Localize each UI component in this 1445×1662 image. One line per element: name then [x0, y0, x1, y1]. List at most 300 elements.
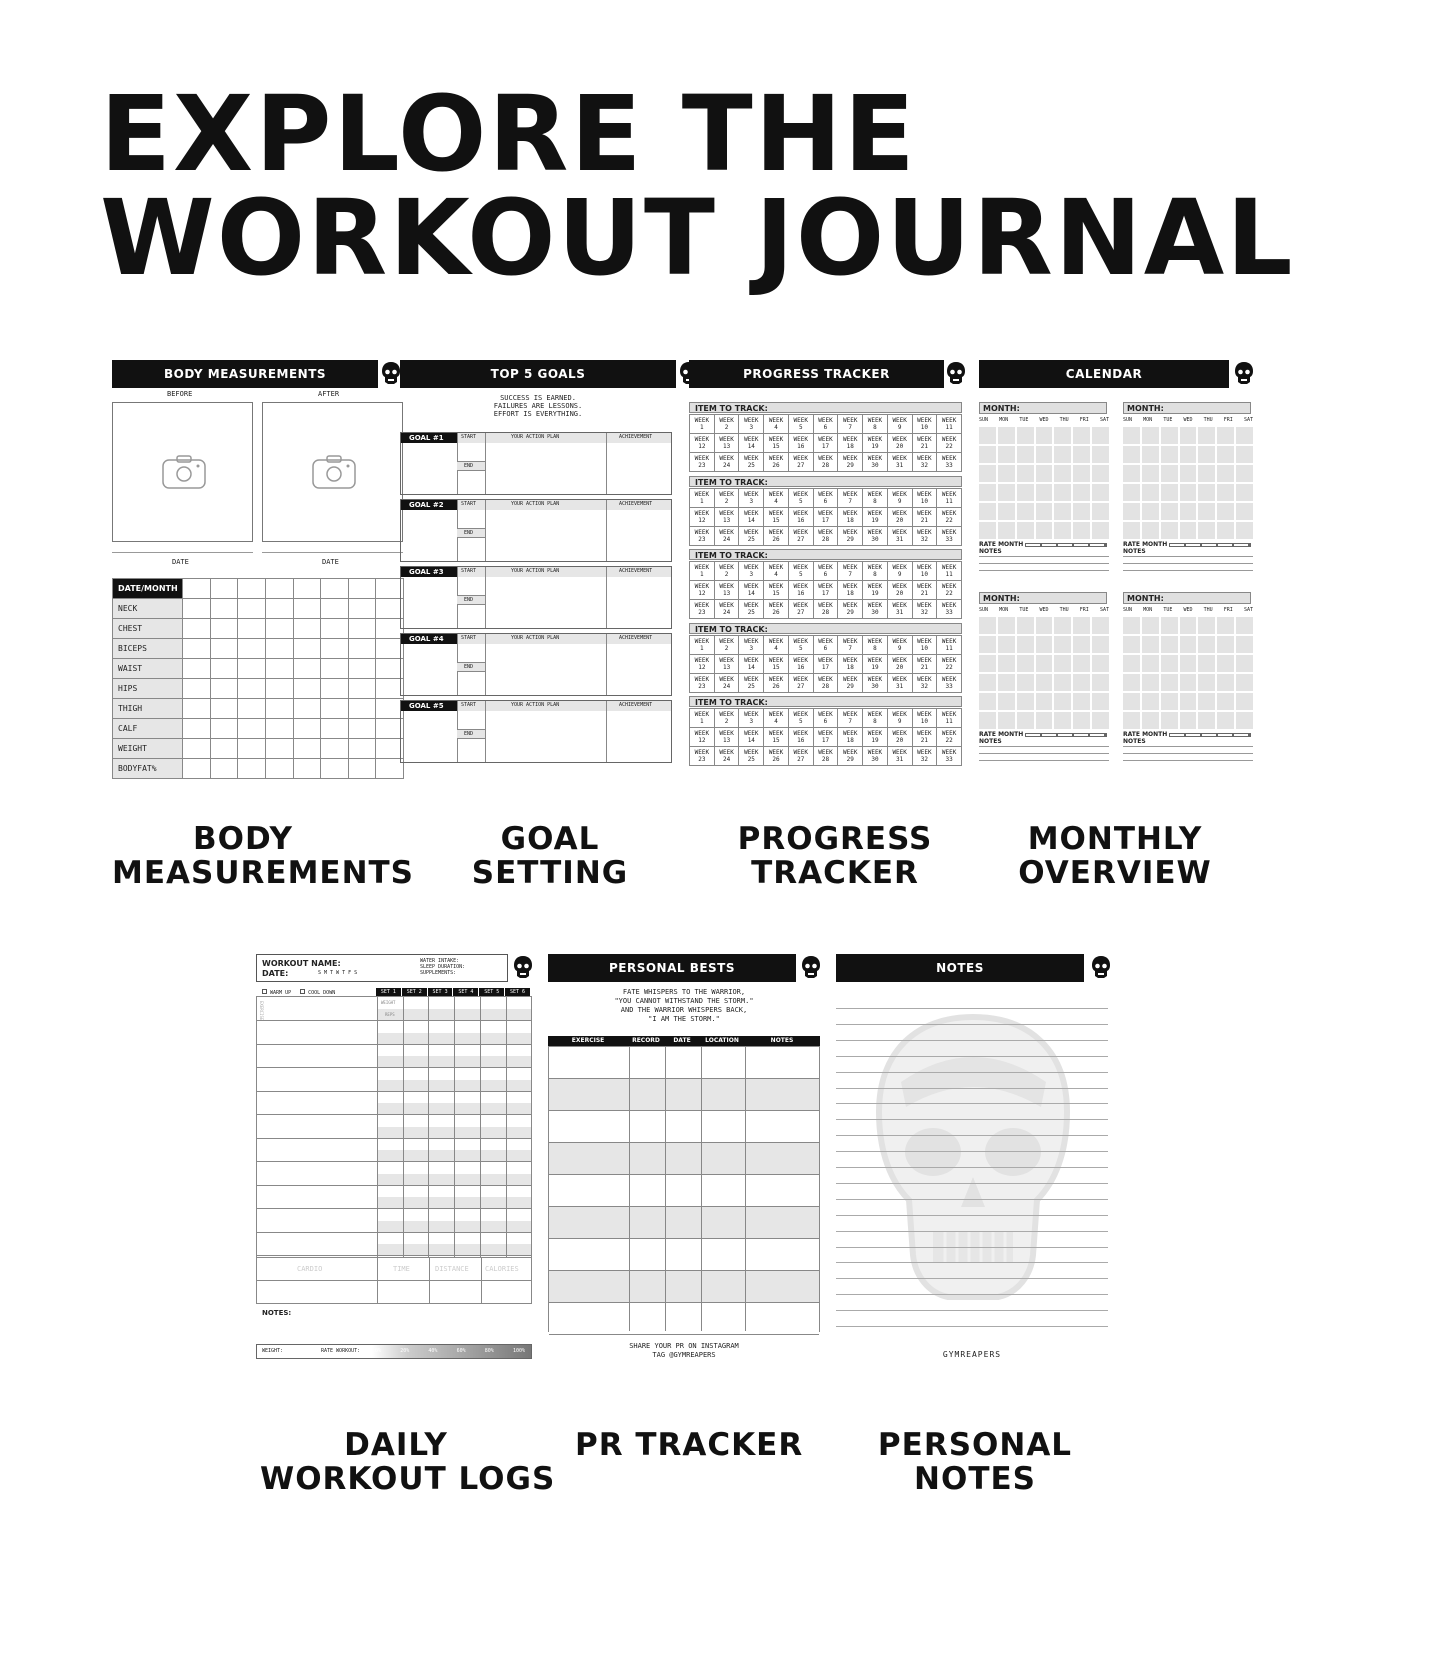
- measurement-row-label: HIPS: [113, 679, 183, 699]
- note-line: [836, 1151, 1108, 1152]
- day-cell: [1123, 446, 1140, 463]
- week-cell: WEEK 20: [888, 434, 913, 453]
- day-cell: [1017, 636, 1034, 653]
- day-cell: [1180, 617, 1197, 634]
- week-cell: WEEK 16: [789, 655, 814, 674]
- day-cell: [979, 693, 996, 710]
- workout-date-label: DATE:: [262, 969, 289, 978]
- month-label: MONTH:: [1127, 404, 1164, 413]
- set-header: SET 3: [428, 988, 454, 996]
- week-cell: WEEK 33: [937, 453, 962, 472]
- day-cell: [1142, 693, 1159, 710]
- skull-icon: [1090, 955, 1112, 981]
- week-cell: WEEK 28: [814, 600, 839, 619]
- pr-quote: FATE WHISPERS TO THE WARRIOR, "YOU CANNOT WITHSTAND THE STORM." AND THE WARRIOR WHISPERS BACK, "I AM THE STORM.": [614, 988, 754, 1023]
- note-line: [836, 1008, 1108, 1009]
- week-cell: WEEK 25: [739, 747, 764, 766]
- day-cell: [979, 484, 996, 501]
- week-cell: WEEK 27: [789, 747, 814, 766]
- weekday-label: TUE: [1163, 607, 1173, 613]
- week-cell: WEEK 7: [838, 636, 863, 655]
- weekday-label: MON: [1143, 607, 1153, 613]
- day-cell: [1236, 465, 1253, 482]
- set-header: SET 6: [505, 988, 531, 996]
- warm-up-checkbox[interactable]: [262, 989, 267, 994]
- calendar-notes-label: NOTES: [1123, 548, 1146, 555]
- week-cell: WEEK 23: [690, 453, 715, 472]
- day-cell: [1123, 693, 1140, 710]
- day-cell: [1073, 693, 1090, 710]
- workout-notes-label: NOTES:: [262, 1309, 292, 1317]
- day-cell: [1217, 484, 1234, 501]
- day-cell: [1073, 636, 1090, 653]
- date-label-after: DATE: [322, 558, 339, 566]
- rate-month-bar: [1025, 733, 1107, 737]
- week-cell: WEEK 13: [715, 434, 740, 453]
- week-cell: WEEK 33: [937, 600, 962, 619]
- week-cell: WEEK 31: [888, 674, 913, 693]
- week-cell: WEEK 10: [913, 562, 938, 581]
- day-cell: [979, 712, 996, 729]
- weekday-label: TUE: [1019, 417, 1029, 423]
- week-cell: WEEK 16: [789, 434, 814, 453]
- week-cell: WEEK 5: [789, 636, 814, 655]
- skull-icon: [512, 955, 534, 981]
- pr-row: [549, 1111, 819, 1143]
- day-cell: [998, 503, 1015, 520]
- week-cell: WEEK 13: [715, 581, 740, 600]
- calendar-notes-label: NOTES: [979, 548, 1002, 555]
- day-cell: [1017, 617, 1034, 634]
- calendar-page: [979, 360, 1269, 770]
- day-cell: [1036, 655, 1053, 672]
- week-cell: WEEK 30: [863, 453, 888, 472]
- week-cell: WEEK 6: [814, 415, 839, 434]
- set-header: SET 4: [453, 988, 479, 996]
- week-cell: WEEK 1: [690, 709, 715, 728]
- day-cell: [1073, 427, 1090, 444]
- week-cell: WEEK 14: [739, 655, 764, 674]
- note-line: [836, 1024, 1108, 1025]
- before-label: BEFORE: [167, 390, 193, 398]
- warm-up-label: WARM UP: [270, 990, 292, 996]
- day-cell: [1142, 427, 1159, 444]
- calendar-notes-label: NOTES: [1123, 738, 1146, 745]
- week-cell: WEEK 5: [789, 489, 814, 508]
- headline-line-1: EXPLORE THE: [100, 73, 917, 195]
- week-cell: WEEK 9: [888, 709, 913, 728]
- day-cell: [1161, 617, 1178, 634]
- day-cell: [1054, 522, 1071, 539]
- day-cell: [998, 693, 1015, 710]
- goal-label: GOAL #2: [401, 500, 457, 510]
- rate-percent: 80%: [484, 1348, 494, 1354]
- month-grid: [979, 427, 1109, 539]
- item-to-track-label: ITEM TO TRACK:: [695, 698, 768, 707]
- day-cell: [1161, 522, 1178, 539]
- achievement-label: ACHIEVEMENT: [619, 702, 653, 708]
- day-cell: [1198, 617, 1215, 634]
- day-cell: [1142, 712, 1159, 729]
- pr-row: [549, 1175, 819, 1207]
- day-cell: [1123, 712, 1140, 729]
- week-grid: [689, 488, 962, 546]
- day-cell: [1054, 712, 1071, 729]
- week-cell: WEEK 11: [937, 415, 962, 434]
- week-cell: WEEK 17: [814, 655, 839, 674]
- day-cell: [1198, 503, 1215, 520]
- week-cell: WEEK 12: [690, 581, 715, 600]
- week-cell: WEEK 3: [739, 562, 764, 581]
- week-cell: WEEK 29: [838, 674, 863, 693]
- week-cell: WEEK 15: [764, 655, 789, 674]
- week-cell: WEEK 17: [814, 508, 839, 527]
- week-cell: WEEK 5: [789, 709, 814, 728]
- day-cell: [1198, 465, 1215, 482]
- personal-bests-title: PERSONAL BESTS: [548, 954, 796, 982]
- week-cell: WEEK 13: [715, 508, 740, 527]
- goal-block: [400, 432, 672, 495]
- measurement-row-label: NECK: [113, 599, 183, 619]
- week-cell: WEEK 28: [814, 674, 839, 693]
- day-cell: [1161, 712, 1178, 729]
- week-cell: WEEK 5: [789, 415, 814, 434]
- set-header: SET 2: [402, 988, 428, 996]
- week-cell: WEEK 26: [764, 453, 789, 472]
- day-cell: [1180, 674, 1197, 691]
- body-measurements-title: BODY MEASUREMENTS: [112, 360, 378, 388]
- day-cell: [979, 446, 996, 463]
- after-label: AFTER: [318, 390, 340, 398]
- week-cell: WEEK 6: [814, 562, 839, 581]
- week-grid: [689, 635, 962, 693]
- day-cell: [1217, 674, 1234, 691]
- day-cell: [1073, 712, 1090, 729]
- date-month-header: DATE/MONTH: [113, 579, 183, 599]
- day-cell: [1180, 446, 1197, 463]
- weekday-label: THU: [1059, 607, 1069, 613]
- exercise-table: [256, 996, 532, 1258]
- day-cell: [1198, 655, 1215, 672]
- reps-col-label: REPS: [385, 1012, 395, 1017]
- week-cell: WEEK 32: [913, 674, 938, 693]
- week-cell: WEEK 28: [814, 453, 839, 472]
- week-cell: WEEK 2: [715, 636, 740, 655]
- week-cell: WEEK 28: [814, 527, 839, 546]
- day-cell: [1217, 655, 1234, 672]
- weight-col-label: WEIGHT: [381, 1000, 396, 1005]
- day-cell: [1236, 427, 1253, 444]
- top-goals-title: TOP 5 GOALS: [400, 360, 676, 388]
- week-cell: WEEK 25: [739, 600, 764, 619]
- weekday-label: SUN: [979, 417, 989, 423]
- measurement-row-label: BICEPS: [113, 639, 183, 659]
- day-cell: [1161, 427, 1178, 444]
- notes-page: [836, 954, 1126, 1374]
- day-cell: [1017, 465, 1034, 482]
- day-cell: [1236, 674, 1253, 691]
- week-cell: WEEK 8: [863, 709, 888, 728]
- end-label: END: [464, 597, 474, 603]
- week-cell: WEEK 18: [838, 434, 863, 453]
- skull-icon: [800, 955, 822, 981]
- day-cell: [1054, 636, 1071, 653]
- rate-percent: 0%: [375, 1348, 382, 1354]
- week-cell: WEEK 16: [789, 508, 814, 527]
- day-cell: [1180, 693, 1197, 710]
- week-cell: WEEK 31: [888, 747, 913, 766]
- weekday-label: SAT: [1243, 417, 1253, 423]
- goal-block: [400, 700, 672, 763]
- rate-month-bar: [1025, 543, 1107, 547]
- week-cell: WEEK 24: [715, 600, 740, 619]
- week-cell: WEEK 3: [739, 489, 764, 508]
- note-line: [836, 1183, 1108, 1184]
- week-cell: WEEK 18: [838, 728, 863, 747]
- weekday-label: MON: [999, 417, 1009, 423]
- weekday-label: SAT: [1099, 417, 1109, 423]
- week-cell: WEEK 13: [715, 655, 740, 674]
- day-cell: [1017, 484, 1034, 501]
- week-cell: WEEK 3: [739, 636, 764, 655]
- achievement-label: ACHIEVEMENT: [619, 434, 653, 440]
- note-line: [836, 1310, 1108, 1311]
- skull-icon: [380, 361, 402, 387]
- week-cell: WEEK 14: [739, 728, 764, 747]
- week-cell: WEEK 32: [913, 527, 938, 546]
- day-cell: [1092, 503, 1109, 520]
- week-cell: WEEK 24: [715, 674, 740, 693]
- day-cell: [1236, 712, 1253, 729]
- day-cell: [1142, 674, 1159, 691]
- day-cell: [979, 636, 996, 653]
- week-cell: WEEK 2: [715, 489, 740, 508]
- day-cell: [1054, 446, 1071, 463]
- start-label: START: [461, 702, 477, 708]
- day-cell: [1017, 522, 1034, 539]
- week-cell: WEEK 30: [863, 674, 888, 693]
- week-cell: WEEK 19: [863, 581, 888, 600]
- rate-month-label: RATE MONTH: [1123, 731, 1168, 738]
- caption-progress-tracker: PROGRESS TRACKER: [737, 821, 933, 891]
- day-cell: [979, 522, 996, 539]
- day-cell: [998, 712, 1015, 729]
- pr-row: [549, 1271, 819, 1303]
- week-cell: WEEK 20: [888, 581, 913, 600]
- day-cell: [1092, 674, 1109, 691]
- set-header: SET 1: [376, 988, 402, 996]
- week-grid: [689, 414, 962, 472]
- week-cell: WEEK 24: [715, 453, 740, 472]
- day-cell: [1161, 503, 1178, 520]
- rate-month-label: RATE MONTH: [979, 541, 1024, 548]
- day-cell: [1198, 636, 1215, 653]
- day-cell: [1092, 693, 1109, 710]
- day-cell: [1054, 503, 1071, 520]
- week-cell: WEEK 7: [838, 562, 863, 581]
- week-cell: WEEK 4: [764, 489, 789, 508]
- start-label: START: [461, 434, 477, 440]
- item-to-track-label: ITEM TO TRACK:: [695, 624, 768, 634]
- weekday-letters: S M T W T F S: [318, 970, 358, 976]
- weekday-label: TUE: [1163, 417, 1173, 423]
- day-cell: [1198, 522, 1215, 539]
- week-cell: WEEK 30: [863, 527, 888, 546]
- week-cell: WEEK 6: [814, 489, 839, 508]
- measurement-row-label: WEIGHT: [113, 739, 183, 759]
- day-cell: [979, 674, 996, 691]
- week-cell: WEEK 9: [888, 415, 913, 434]
- week-cell: WEEK 27: [789, 600, 814, 619]
- start-label: START: [461, 501, 477, 507]
- day-cell: [998, 522, 1015, 539]
- week-cell: WEEK 4: [764, 562, 789, 581]
- month-label: MONTH:: [983, 404, 1020, 413]
- note-line: [836, 1088, 1108, 1089]
- week-cell: WEEK 21: [913, 434, 938, 453]
- day-cell: [1236, 446, 1253, 463]
- weekday-label: SUN: [1123, 417, 1133, 423]
- weekday-label: SAT: [1099, 607, 1109, 613]
- day-cell: [1217, 636, 1234, 653]
- month-label: MONTH:: [983, 594, 1020, 603]
- day-cell: [1123, 484, 1140, 501]
- daily-workout-page: [256, 954, 546, 1374]
- pr-column-header: NOTES: [770, 1037, 794, 1044]
- day-cell: [998, 446, 1015, 463]
- day-cell: [998, 655, 1015, 672]
- week-cell: WEEK 23: [690, 527, 715, 546]
- day-cell: [1180, 636, 1197, 653]
- weekday-label: THU: [1203, 417, 1213, 423]
- day-cell: [1161, 446, 1178, 463]
- goal-block: [400, 499, 672, 562]
- week-cell: WEEK 30: [863, 747, 888, 766]
- week-cell: WEEK 13: [715, 728, 740, 747]
- week-cell: WEEK 33: [937, 674, 962, 693]
- camera-icon: [162, 455, 206, 489]
- week-cell: WEEK 10: [913, 415, 938, 434]
- note-line: [836, 1072, 1108, 1073]
- week-cell: WEEK 15: [764, 728, 789, 747]
- week-cell: WEEK 22: [937, 581, 962, 600]
- day-cell: [1198, 674, 1215, 691]
- rate-workout-label: RATE WORKOUT:: [321, 1348, 361, 1354]
- day-cell: [1017, 503, 1034, 520]
- week-cell: WEEK 18: [838, 508, 863, 527]
- week-cell: WEEK 11: [937, 562, 962, 581]
- day-cell: [1142, 522, 1159, 539]
- week-cell: WEEK 2: [715, 562, 740, 581]
- week-cell: WEEK 19: [863, 434, 888, 453]
- cardio-label: CARDIO: [297, 1265, 323, 1273]
- note-line: [836, 1040, 1108, 1041]
- day-cell: [1073, 484, 1090, 501]
- calendar-notes-label: NOTES: [979, 738, 1002, 745]
- measurement-row-label: CALF: [113, 719, 183, 739]
- pr-table-body: [548, 1046, 820, 1332]
- day-cell: [1036, 522, 1053, 539]
- progress-tracker-title: PROGRESS TRACKER: [689, 360, 944, 388]
- date-label-before: DATE: [172, 558, 189, 566]
- day-cell: [1017, 446, 1034, 463]
- goal-label: GOAL #4: [401, 634, 457, 644]
- week-cell: WEEK 8: [863, 562, 888, 581]
- weekday-label: THU: [1203, 607, 1213, 613]
- pr-row: [549, 1207, 819, 1239]
- week-cell: WEEK 19: [863, 508, 888, 527]
- week-cell: WEEK 11: [937, 709, 962, 728]
- day-cell: [1092, 617, 1109, 634]
- day-cell: [998, 617, 1015, 634]
- week-cell: WEEK 1: [690, 489, 715, 508]
- distance-label: DISTANCE: [435, 1265, 469, 1273]
- weekday-label: FRI: [1079, 417, 1089, 423]
- day-cell: [1123, 465, 1140, 482]
- week-cell: WEEK 5: [789, 562, 814, 581]
- action-plan-label: YOUR ACTION PLAN: [511, 635, 560, 641]
- day-cell: [1217, 465, 1234, 482]
- start-label: START: [461, 635, 477, 641]
- week-cell: WEEK 26: [764, 674, 789, 693]
- note-line: [836, 1278, 1108, 1279]
- week-cell: WEEK 20: [888, 728, 913, 747]
- week-cell: WEEK 18: [838, 581, 863, 600]
- rate-percent: 100%: [512, 1348, 525, 1354]
- day-cell: [1092, 465, 1109, 482]
- week-cell: WEEK 21: [913, 655, 938, 674]
- item-to-track-label: ITEM TO TRACK:: [695, 551, 768, 560]
- week-cell: WEEK 1: [690, 636, 715, 655]
- goal-label: GOAL #1: [401, 433, 457, 443]
- day-cell: [1198, 693, 1215, 710]
- pr-row: [549, 1143, 819, 1175]
- weekday-label: SAT: [1243, 607, 1253, 613]
- goal-block: [400, 633, 672, 696]
- weight-label: WEIGHT:: [262, 1348, 284, 1354]
- day-cell: [1161, 655, 1178, 672]
- day-cell: [1198, 712, 1215, 729]
- day-cell: [1073, 617, 1090, 634]
- week-cell: WEEK 23: [690, 747, 715, 766]
- week-cell: WEEK 31: [888, 527, 913, 546]
- day-cell: [1073, 655, 1090, 672]
- cool-down-checkbox[interactable]: [300, 989, 305, 994]
- week-cell: WEEK 14: [739, 434, 764, 453]
- goal-label: GOAL #3: [401, 567, 457, 577]
- day-cell: [1123, 522, 1140, 539]
- week-cell: WEEK 17: [814, 581, 839, 600]
- week-cell: WEEK 28: [814, 747, 839, 766]
- day-cell: [1036, 636, 1053, 653]
- pr-column-header: DATE: [673, 1037, 691, 1044]
- rate-month-label: RATE MONTH: [979, 731, 1024, 738]
- day-cell: [1142, 503, 1159, 520]
- measurement-row-label: THIGH: [113, 699, 183, 719]
- week-cell: WEEK 18: [838, 655, 863, 674]
- action-plan-label: YOUR ACTION PLAN: [511, 434, 560, 440]
- day-cell: [1036, 427, 1053, 444]
- day-cell: [1198, 446, 1215, 463]
- action-plan-label: YOUR ACTION PLAN: [511, 501, 560, 507]
- week-cell: WEEK 3: [739, 709, 764, 728]
- day-cell: [1198, 484, 1215, 501]
- day-cell: [1142, 655, 1159, 672]
- week-cell: WEEK 27: [789, 674, 814, 693]
- day-cell: [979, 427, 996, 444]
- week-cell: WEEK 9: [888, 636, 913, 655]
- day-cell: [1054, 655, 1071, 672]
